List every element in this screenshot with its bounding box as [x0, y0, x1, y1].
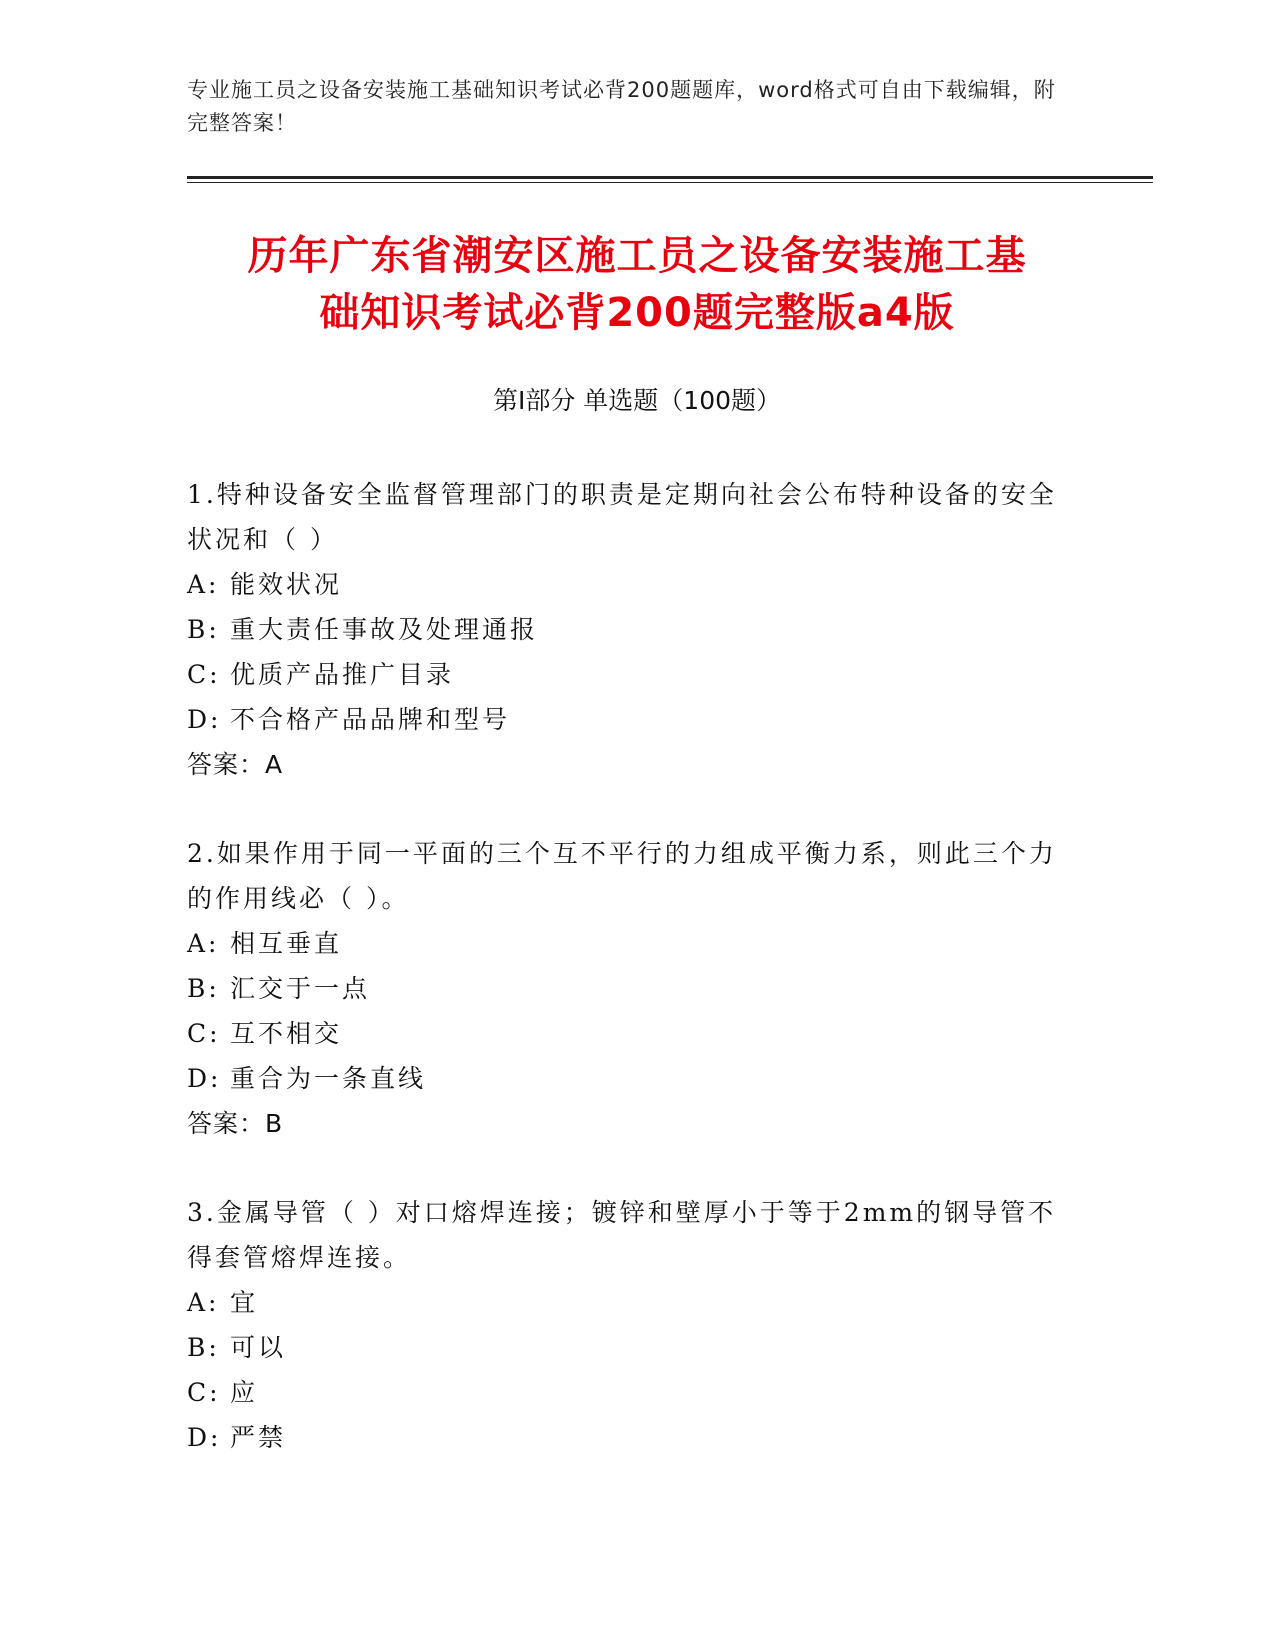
- option-a: [187, 1280, 1077, 1325]
- document-title-line-2: 础知识考试必背200题完整版a4版: [319, 290, 955, 336]
- question-text: 1.特种设备安全监督管理部门的职责是定期向社会公布特种设备的安全状况和（ ）: [187, 480, 1057, 554]
- option-key: D:: [187, 1064, 222, 1093]
- question-2: [187, 831, 1077, 1147]
- option-key: A:: [187, 570, 220, 599]
- answer-label: 答案：A: [187, 750, 284, 779]
- option-text: 可以: [230, 1333, 287, 1362]
- option-text: 优质产品推广目录: [230, 660, 455, 689]
- question-text: 3.金属导管（ ）对口熔焊连接；镀锌和壁厚小于等于2mm的钢导管不得套管熔焊连接。: [187, 1198, 1057, 1272]
- option-text: 严禁: [230, 1423, 287, 1452]
- option-text: 相互垂直: [230, 929, 343, 958]
- option-key: B:: [187, 615, 220, 644]
- option-text: 应: [230, 1378, 259, 1407]
- document-title: [187, 228, 1087, 342]
- question-1: [187, 472, 1077, 788]
- option-d: [187, 697, 1077, 742]
- option-text: 汇交于一点: [230, 974, 371, 1003]
- option-text: 重合为一条直线: [230, 1064, 427, 1093]
- option-key: C:: [187, 1019, 221, 1048]
- option-key: D:: [187, 1423, 222, 1452]
- option-key: D:: [187, 705, 222, 734]
- question-3: [187, 1190, 1077, 1460]
- option-key: C:: [187, 1378, 221, 1407]
- option-key: A:: [187, 1288, 220, 1317]
- option-key: B:: [187, 1333, 220, 1362]
- option-key: C:: [187, 660, 221, 689]
- option-c: [187, 652, 1077, 697]
- option-text: 重大责任事故及处理通报: [230, 615, 539, 644]
- option-a: [187, 562, 1077, 607]
- option-c: [187, 1011, 1077, 1056]
- option-d: [187, 1056, 1077, 1101]
- document-title-line-1: 历年广东省潮安区施工员之设备安装施工基: [247, 233, 1027, 279]
- option-a: [187, 921, 1077, 966]
- question-list: [187, 472, 1077, 1503]
- option-key: A:: [187, 929, 220, 958]
- option-b: [187, 966, 1077, 1011]
- option-text: 宜: [230, 1288, 259, 1317]
- option-c: [187, 1370, 1077, 1415]
- answer-label: 答案：B: [187, 1109, 284, 1138]
- option-b: [187, 607, 1077, 652]
- option-d: [187, 1415, 1077, 1460]
- option-text: 不合格产品品牌和型号: [230, 705, 511, 734]
- header-divider-thick: [187, 176, 1153, 179]
- option-b: [187, 1325, 1077, 1370]
- question-text: 2.如果作用于同一平面的三个互不平行的力组成平衡力系，则此三个力的作用线必（ ）。: [187, 839, 1057, 913]
- header-note: 专业施工员之设备安装施工基础知识考试必背200题题库，word格式可自由下载编辑，附完整答案！: [187, 78, 1056, 135]
- section-title: 第Ⅰ部分 单选题（100题）: [492, 386, 782, 415]
- option-text: 互不相交: [230, 1019, 343, 1048]
- option-key: B:: [187, 974, 220, 1003]
- option-text: 能效状况: [230, 570, 343, 599]
- header-divider-thin: [187, 182, 1153, 183]
